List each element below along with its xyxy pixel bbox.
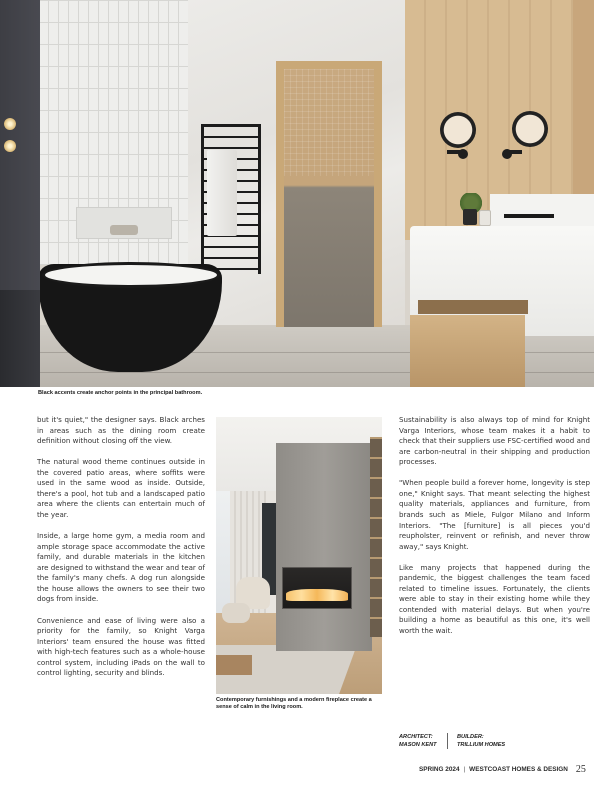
architect-name: MASON KENT xyxy=(399,742,437,748)
black-faucet xyxy=(504,214,554,218)
wood-vanity-shelf xyxy=(410,315,525,387)
paragraph: Convenience and ease of living were also a priority for the family, so Knight Varga Interiors' team ensured the house was fitted with high-tech features such as a whole-house control system, including iPads on the wall to control lighting, security and blinds. xyxy=(37,615,205,678)
article-left-column xyxy=(37,415,205,689)
bathroom-photo xyxy=(0,0,594,387)
living-room-caption: Contemporary furnishings and a modern fireplace create a sense of calm in the living room. xyxy=(216,697,372,710)
living-room-photo xyxy=(216,417,382,694)
white-towel xyxy=(207,150,237,236)
mirror-mount xyxy=(458,149,468,159)
bathroom-caption: Black accents create anchor points in the principal bathroom. xyxy=(38,390,203,396)
paragraph: Sustainability is also always top of mind for Knight Varga Interiors, whose team makes it a habit to check that their suppliers use FSC-certified wood and are carbon-neutral in their shipping and production processes. xyxy=(399,415,590,467)
vanity-jar xyxy=(479,210,491,226)
wall-sconce xyxy=(4,140,16,152)
paragraph: Like many projects that happened during the pandemic, the biggest challenges the team faced related to timeline issues. Fortunately, the clients were able to stay in their existing home while they contended with material delays. But when you're building a home as beautiful as this one, it's well worth the wait. xyxy=(399,562,590,636)
wood-bench xyxy=(216,655,252,675)
builder-label: BUILDER: xyxy=(457,734,484,740)
doorway-tile-pattern xyxy=(284,69,374,176)
architect-label: ARCHITECT: xyxy=(399,734,433,740)
architect-credit xyxy=(399,733,437,749)
credit-divider xyxy=(447,733,448,749)
vanity-shelf-shadow xyxy=(418,300,528,314)
paragraph: The natural wood theme continues outside in the covered patio areas, where soffits were used in the same wood as inside. Outside, there's a pool, hot tub and a landscaped patio area where the clients can entertain much of the year. xyxy=(37,457,205,519)
paragraph: but it's quiet," the designer says. Black arches in areas such as the dining room create definition without closing off the view. xyxy=(37,415,205,446)
page-folio xyxy=(419,764,586,775)
tub-rim xyxy=(42,262,220,288)
folio-separator: | xyxy=(463,766,466,773)
builder-credit xyxy=(457,733,505,749)
article-right-column xyxy=(399,415,590,647)
round-mirror-right xyxy=(512,111,548,147)
fireplace-surround xyxy=(276,443,372,651)
fireplace-opening xyxy=(282,567,352,609)
publication-name: WESTCOAST HOMES & DESIGN xyxy=(469,766,568,773)
fireplace-flame xyxy=(286,589,348,601)
builder-name: TRILLIUM HOMES xyxy=(457,742,506,748)
page-number: 25 xyxy=(575,764,586,775)
paragraph: "When people build a forever home, longevity is step one," Knight says. That meant selecting the highest quality materials, appliances and furniture, from brands such as Miele, Fulgor Milano and Inform Interiors. "The [furniture] is all pieces you'd reupholster, reinvent or refinish, and never throw away," says Knight. xyxy=(399,478,590,551)
wood-shelving xyxy=(370,437,382,637)
issue-label: SPRING 2024 xyxy=(419,766,460,773)
wall-sconce xyxy=(4,118,16,130)
plant-pot xyxy=(463,209,477,225)
ottoman xyxy=(222,603,250,623)
mirror-mount xyxy=(502,149,512,159)
paragraph: Inside, a large home gym, a media room and ample storage space accommodate the active family, and durable materials in the kitchen are designed to withstand the wear and tear of the family's many chefs. A dog run alongside the house allows the owners to see their two dogs from inside. xyxy=(37,531,205,604)
niche-accessory xyxy=(110,225,138,235)
round-mirror-left xyxy=(440,112,476,148)
